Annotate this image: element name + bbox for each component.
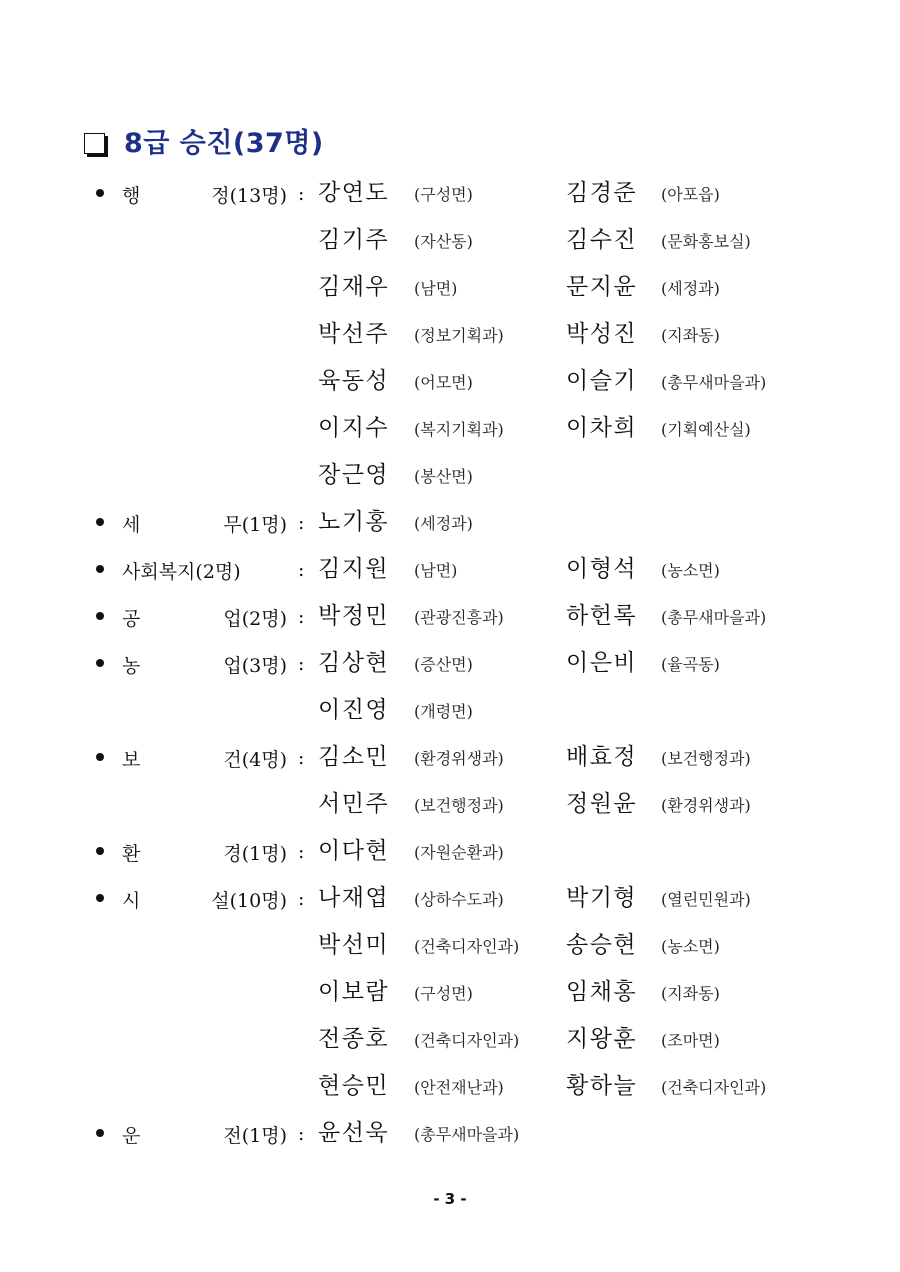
department: (봉산면) [414, 467, 473, 486]
department: (증산면) [414, 655, 473, 674]
department: (개령면) [414, 702, 473, 721]
person-name: 이보람 [318, 979, 390, 1005]
colon-separator: : [298, 841, 305, 863]
list-row [0, 499, 900, 546]
person-name: 박성진 [566, 321, 638, 347]
person-name: 이다현 [318, 838, 390, 864]
category-label [122, 556, 287, 584]
category-part: 무(1명) [223, 513, 287, 536]
category-part: 공 [122, 607, 141, 630]
category-label [122, 885, 287, 913]
colon-separator: : [298, 183, 305, 205]
page-number: - 3 - [433, 1190, 467, 1208]
colon-separator: : [298, 888, 305, 910]
category-part: 농 [122, 654, 141, 677]
list-row [0, 264, 900, 311]
list-row [0, 593, 900, 640]
list-row [0, 405, 900, 452]
department: (세정과) [414, 514, 473, 533]
department: (총무새마을과) [661, 373, 767, 392]
department: (환경위생과) [414, 749, 504, 768]
department: (남면) [414, 561, 458, 580]
bullet-icon [96, 1129, 104, 1137]
list-row [0, 358, 900, 405]
department: (조마면) [661, 1031, 720, 1050]
colon-separator: : [298, 559, 305, 581]
category-label [122, 180, 287, 208]
bullet-icon [96, 753, 104, 761]
person-name: 지왕훈 [566, 1026, 638, 1052]
heading-title: 8급 승진(37명) [124, 127, 324, 159]
category-part: 업(3명) [223, 654, 287, 677]
list-row [0, 781, 900, 828]
department: (건축디자인과) [414, 1031, 520, 1050]
person-name: 서민주 [318, 791, 390, 817]
department: (농소면) [661, 561, 720, 580]
person-name: 문지윤 [566, 274, 638, 300]
person-name: 장근영 [318, 462, 390, 488]
person-name: 전종호 [318, 1026, 390, 1052]
bullet-icon [96, 518, 104, 526]
colon-separator: : [298, 653, 305, 675]
person-name: 박선주 [318, 321, 390, 347]
department: (구성면) [414, 185, 473, 204]
person-name: 임채홍 [566, 979, 638, 1005]
category-part: 전(1명) [223, 1124, 287, 1147]
category-part: 사회복지(2명) [122, 560, 241, 583]
person-name: 김재우 [318, 274, 390, 300]
list-row [0, 687, 900, 734]
person-name: 정원윤 [566, 791, 638, 817]
colon-separator: : [298, 747, 305, 769]
person-name: 나재엽 [318, 885, 390, 911]
department: (어모면) [414, 373, 473, 392]
department: (율곡동) [661, 655, 720, 674]
list-row [0, 452, 900, 499]
section-heading [84, 118, 324, 162]
department: (열린민원과) [661, 890, 751, 909]
bullet-icon [96, 612, 104, 620]
department: (보건행정과) [414, 796, 504, 815]
person-name: 김상현 [318, 650, 390, 676]
list-row [0, 1110, 900, 1157]
category-part: 건(4명) [223, 748, 287, 771]
department: (자산동) [414, 232, 473, 251]
person-name: 노기홍 [318, 509, 390, 535]
colon-separator: : [298, 606, 305, 628]
department: (남면) [414, 279, 458, 298]
checkbox-square-icon [84, 133, 105, 154]
department: (건축디자인과) [414, 937, 520, 956]
department: (환경위생과) [661, 796, 751, 815]
department: (지좌동) [661, 326, 720, 345]
list-row [0, 734, 900, 781]
bullet-icon [96, 189, 104, 197]
department: (아포읍) [661, 185, 720, 204]
list-row [0, 1063, 900, 1110]
category-label [122, 1120, 287, 1148]
person-name: 이차희 [566, 415, 638, 441]
person-name: 윤선욱 [318, 1120, 390, 1146]
department: (관광진흥과) [414, 608, 504, 627]
promotion-list [0, 170, 900, 1157]
list-row [0, 170, 900, 217]
colon-separator: : [298, 512, 305, 534]
department: (세정과) [661, 279, 720, 298]
category-part: 정(13명) [211, 184, 287, 207]
bullet-icon [96, 894, 104, 902]
department: (문화홍보실) [661, 232, 751, 251]
category-part: 설(10명) [211, 889, 287, 912]
department: (농소면) [661, 937, 720, 956]
list-row [0, 311, 900, 358]
person-name: 박정민 [318, 603, 390, 629]
category-label [122, 744, 287, 772]
person-name: 강연도 [318, 180, 390, 206]
category-label [122, 603, 287, 631]
category-part: 업(2명) [223, 607, 287, 630]
department: (보건행정과) [661, 749, 751, 768]
person-name: 육동성 [318, 368, 390, 394]
department: (상하수도과) [414, 890, 504, 909]
list-row [0, 217, 900, 264]
department: (자원순환과) [414, 843, 504, 862]
category-label [122, 838, 287, 866]
department: (건축디자인과) [661, 1078, 767, 1097]
person-name: 김경준 [566, 180, 638, 206]
list-row [0, 922, 900, 969]
bullet-icon [96, 565, 104, 573]
category-part: 경(1명) [223, 842, 287, 865]
category-part: 시 [122, 889, 141, 912]
person-name: 하헌록 [566, 603, 638, 629]
list-row [0, 1016, 900, 1063]
person-name: 이형석 [566, 556, 638, 582]
department: (총무새마을과) [661, 608, 767, 627]
person-name: 현승민 [318, 1073, 390, 1099]
bullet-icon [96, 847, 104, 855]
bullet-icon [96, 659, 104, 667]
list-row [0, 546, 900, 593]
department: (총무새마을과) [414, 1125, 520, 1144]
person-name: 이슬기 [566, 368, 638, 394]
person-name: 박선미 [318, 932, 390, 958]
list-row [0, 828, 900, 875]
person-name: 이은비 [566, 650, 638, 676]
department: (기획예산실) [661, 420, 751, 439]
colon-separator: : [298, 1123, 305, 1145]
department: (구성면) [414, 984, 473, 1003]
person-name: 송승현 [566, 932, 638, 958]
category-part: 보 [122, 748, 141, 771]
category-part: 세 [122, 513, 141, 536]
department: (안전재난과) [414, 1078, 504, 1097]
department: (정보기획과) [414, 326, 504, 345]
category-label [122, 509, 287, 537]
list-row [0, 969, 900, 1016]
list-row [0, 875, 900, 922]
person-name: 이진영 [318, 697, 390, 723]
category-part: 환 [122, 842, 141, 865]
department: (지좌동) [661, 984, 720, 1003]
person-name: 배효정 [566, 744, 638, 770]
person-name: 박기형 [566, 885, 638, 911]
person-name: 이지수 [318, 415, 390, 441]
list-row [0, 640, 900, 687]
category-part: 운 [122, 1124, 141, 1147]
person-name: 김소민 [318, 744, 390, 770]
category-label [122, 650, 287, 678]
person-name: 김수진 [566, 227, 638, 253]
person-name: 황하늘 [566, 1073, 638, 1099]
person-name: 김기주 [318, 227, 390, 253]
category-part: 행 [122, 184, 141, 207]
department: (복지기획과) [414, 420, 504, 439]
person-name: 김지원 [318, 556, 390, 582]
